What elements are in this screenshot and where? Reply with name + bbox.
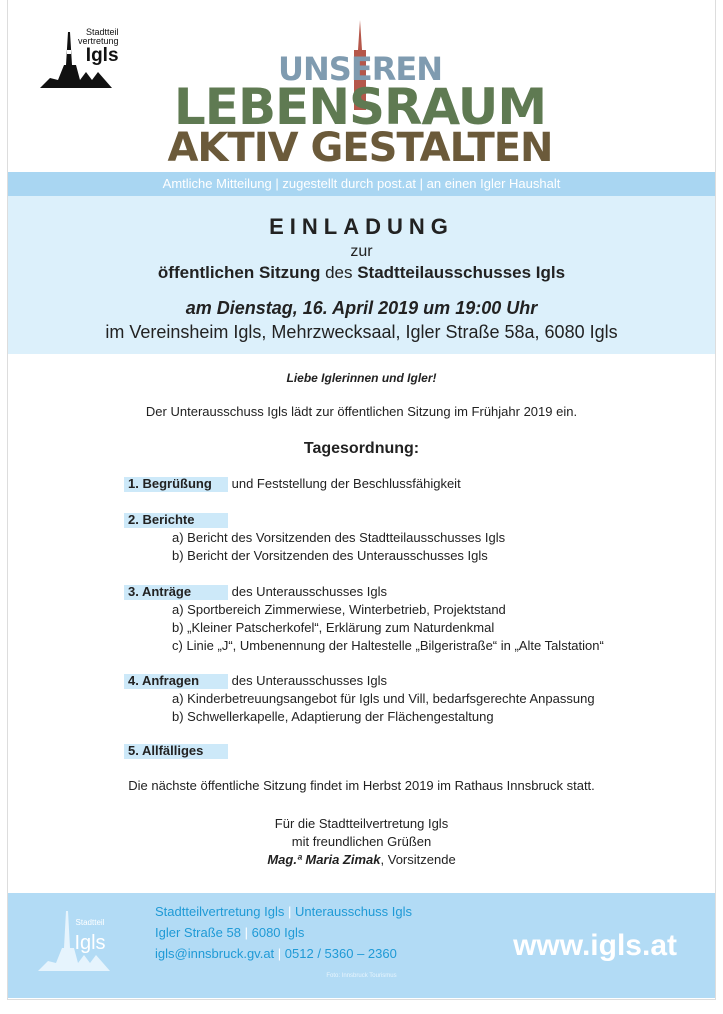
agenda-item-heading: 4. Anfragen	[124, 672, 228, 690]
stadtteilvertretung-logo	[40, 20, 120, 95]
subject-part: öffentlichen Sitzung	[157, 263, 321, 282]
footer-street: Igler Straße 58	[155, 925, 241, 940]
website-link[interactable]: www.igls.at	[513, 929, 677, 962]
signature-block	[0, 815, 723, 869]
header-banner	[145, 20, 575, 171]
agenda-subitem: c) Linie „J“, Umbenennung der Haltestelle „Bilgeristraße“ in „Alte Talstation“	[172, 638, 604, 653]
next-meeting-note: Die nächste öffentliche Sitzung findet im Herbst 2019 im Rathaus Innsbruck statt.	[128, 778, 595, 793]
agenda-item-heading: 5. Allfälliges	[124, 742, 228, 760]
logo-text-line2: vertretung	[78, 36, 119, 46]
logo-text-igls: Igls	[85, 45, 119, 66]
agenda-item	[128, 511, 505, 565]
meeting-location: im Vereinsheim Igls, Mehrzwecksaal, Igler Straße 58a, 6080 Igls	[105, 322, 618, 342]
intro-text: Der Unterausschuss Igls lädt zur öffentlichen Sitzung im Frühjahr 2019 ein.	[145, 404, 578, 419]
agenda-item-text: und Feststellung der Beschlussfähigkeit	[228, 476, 461, 491]
agenda-subitem: b) Bericht der Vorsitzenden des Unterausschusses Igls	[172, 548, 488, 563]
agenda-item-text: des Unterausschusses Igls	[228, 584, 387, 599]
agenda-subitem: a) Sportbereich Zimmerwiese, Winterbetrieb, Projektstand	[172, 602, 506, 617]
footer-city: 6080 Igls	[251, 925, 305, 940]
closing-line-2: mit freundlichen Grüßen	[291, 834, 432, 849]
footer-suborg: Unterausschuss Igls	[294, 904, 413, 919]
meeting-date: am Dienstag, 16. April 2019 um 19:00 Uhr	[185, 298, 538, 318]
separator: |	[241, 925, 252, 940]
banner-line-3: AKTIV GESTALTEN	[167, 125, 553, 171]
svg-text:Stadtteil: Stadtteil	[75, 918, 105, 927]
subject-part: Stadtteilausschusses Igls	[357, 263, 566, 282]
footer-phone: 0512 / 5360 – 2360	[284, 946, 397, 961]
subject-part: des	[320, 263, 358, 282]
agenda-item	[128, 672, 595, 726]
photo-credit: Foto: Innsbruck Tourismus	[326, 973, 397, 979]
signatory-role: , Vorsitzende	[380, 852, 456, 867]
signatory-name: Mag.ª Maria Zimak	[267, 852, 381, 867]
footer-contact	[155, 901, 412, 964]
agenda-item	[128, 475, 461, 493]
banner-line-2: LEBENSRAUM	[173, 78, 547, 136]
invitation-subject	[0, 263, 723, 283]
separator: |	[274, 946, 285, 961]
greeting: Liebe Iglerinnen und Igler!	[286, 371, 437, 385]
footer-org: Stadtteilvertretung Igls	[155, 904, 285, 919]
footer	[8, 893, 715, 998]
agenda-item	[128, 742, 228, 760]
closing-line-1: Für die Stadtteilvertretung Igls	[274, 816, 449, 831]
invitation-title: EINLADUNG	[269, 214, 454, 239]
agenda-subitem: a) Bericht des Vorsitzenden des Stadtteilausschusses Igls	[172, 530, 506, 545]
agenda-subitem: b) Schwellerkapelle, Adaptierung der Flächengestaltung	[172, 709, 494, 724]
agenda-item-heading: 2. Berichte	[124, 511, 228, 529]
svg-text:Igls: Igls	[74, 932, 106, 954]
banner-line-1: UNSEREN	[278, 50, 442, 88]
invitation-zur: zur	[350, 243, 373, 260]
separator: |	[284, 904, 295, 919]
agenda-item-heading: 3. Anträge	[124, 583, 228, 601]
footer-email-link[interactable]: igls@innsbruck.gv.at	[155, 946, 275, 961]
agenda-item	[128, 583, 604, 655]
footer-logo-icon	[38, 903, 118, 978]
agenda-item-heading: 1. Begrüßung	[124, 475, 228, 493]
official-notice-strip: Amtliche Mitteilung | zugestellt durch post.at | an einen Igler Haushalt	[8, 172, 715, 196]
agenda-title: Tagesordnung:	[303, 440, 420, 457]
agenda-subitem: b) „Kleiner Patscherkofel“, Erklärung zum Naturdenkmal	[172, 620, 495, 635]
agenda-item-text: des Unterausschusses Igls	[228, 673, 387, 688]
agenda-subitem: a) Kinderbetreuungsangebot für Igls und Vill, bedarfsgerechte Anpassung	[172, 691, 595, 706]
logo-text-line1: Stadtteil	[86, 27, 119, 37]
